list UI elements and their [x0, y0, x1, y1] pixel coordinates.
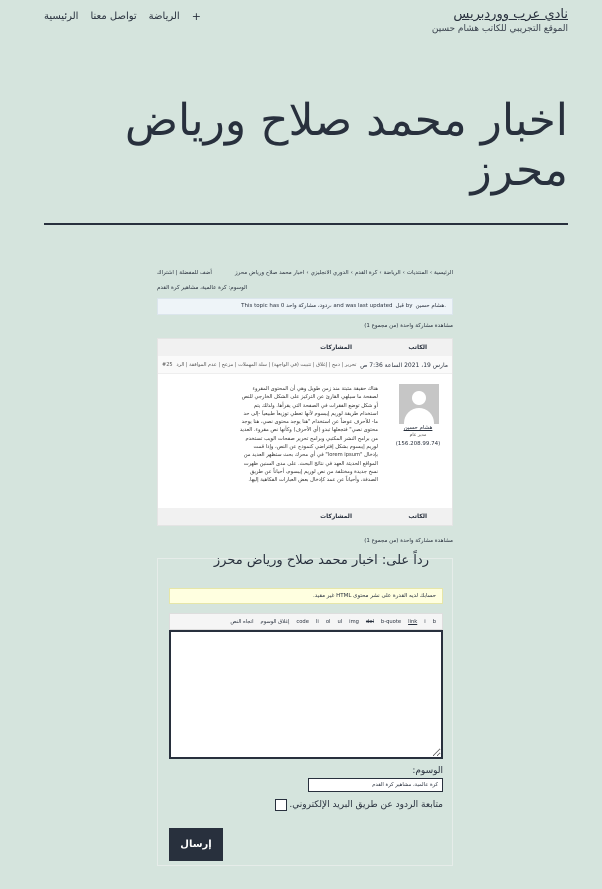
post-author-role: مدير عام [409, 433, 427, 438]
link-button[interactable]: link [408, 619, 418, 625]
favorite-link[interactable]: أضف للمفضلة [179, 270, 212, 276]
avatar[interactable] [399, 384, 439, 424]
post-date: مارس 19، 2021 الساعة 7:36 ص [360, 362, 448, 369]
breadcrumb-separator: › [350, 270, 353, 276]
post-admin-links[interactable]: تحرير | دمج | إغلاق | تثبيت (في الواجهة) | سلة المهملات | مزعج | عدم الموافقة | الرد [176, 362, 357, 368]
reply-title: رداً على: اخبار محمد صلاح ورياض محرز [213, 553, 429, 568]
author-column-header: الكاتب [408, 344, 427, 351]
breadcrumb-forums[interactable]: المنتديات [406, 270, 428, 276]
submit-button[interactable]: إرسال [169, 828, 223, 861]
page-title: اخبار محمد صلاح ورياض محرز [124, 95, 568, 196]
ol-button[interactable]: ol [325, 619, 331, 625]
table-footer [158, 508, 452, 525]
text-direction-button[interactable]: اتجاه النص [230, 619, 254, 625]
viewing-count: مشاهدة مشاركة واحدة (من مجموع 1) [364, 323, 453, 329]
editor-toolbar [169, 613, 443, 630]
breadcrumb-current: اخبار محمد صلاح ورياض محرز [235, 270, 305, 276]
topic-info-box [157, 298, 453, 315]
site-description: الموقع التجريبي للكاتب هشام حسين [431, 24, 568, 34]
reply-tags-input[interactable]: كرة عالمية، مشاهير كرة القدم [308, 778, 443, 792]
notify-label[interactable]: متابعة الردود عن طريق البريد الإلكتروني. [289, 800, 443, 810]
bold-button[interactable]: b [432, 619, 436, 625]
topic-info-author[interactable]: هشام حسين. [415, 303, 446, 309]
breadcrumb-separator: › [429, 270, 433, 276]
topic-table [157, 338, 453, 526]
topic-tags: الوسوم: كرة عالمية، مشاهير كرة القدم [157, 285, 248, 291]
topic-info-ago: قبل by [395, 303, 413, 309]
li-button[interactable]: li [315, 619, 319, 625]
breadcrumb-sports[interactable]: الرياضة [383, 270, 401, 276]
subscribe-link[interactable]: اشتراك [157, 270, 174, 276]
post-meta [158, 356, 452, 374]
posts-column-footer: المشاركات [320, 513, 352, 520]
nav-item-sports[interactable]: الرياضة [148, 11, 180, 22]
breadcrumb [235, 270, 453, 276]
nav-item-contact[interactable]: تواصل معنا [90, 11, 137, 22]
posts-column-header: المشاركات [320, 344, 352, 351]
tag-link[interactable]: مشاهير كرة القدم [157, 285, 199, 291]
notify-row [275, 799, 443, 811]
italic-button[interactable]: i [424, 619, 426, 625]
notify-checkbox[interactable] [275, 799, 287, 811]
breadcrumb-premier-league[interactable]: الدوري الانجليزي [310, 270, 349, 276]
nav-item-home[interactable]: الرئيسية [44, 11, 79, 22]
post-author-ip: (156.208.99.74) [395, 441, 441, 447]
breadcrumb-separator: › [306, 270, 309, 276]
site-title-link[interactable]: نادي عرب ووردبريس [453, 7, 568, 22]
tag-link[interactable]: كرة عالمية [201, 285, 227, 291]
del-button[interactable]: del [365, 619, 374, 625]
reply-textarea[interactable] [169, 630, 443, 759]
submenu-expand-icon[interactable]: + [191, 10, 201, 23]
author-column-footer: الكاتب [408, 513, 427, 520]
actions-divider: | [175, 270, 178, 276]
table-header [158, 339, 452, 356]
blockquote-button[interactable]: b-quote [380, 619, 402, 625]
html-notice: حسابك لديه القدرة على نشر محتوى HTML غير مقيد. [169, 588, 443, 604]
code-button[interactable]: code [296, 619, 309, 625]
post-id-link[interactable]: #25 [162, 362, 173, 368]
primary-nav [44, 10, 203, 23]
topic-actions [157, 270, 212, 276]
reply-tags-label: الوسوم: [412, 766, 443, 776]
post-content: هناك حقيقة مثبتة منذ زمن طويل وهي أن المحتوى المقروء لصفحة ما سيلهي القارئ عن التركيز على الشكل الخارجي للنص أو شكل توضع الفقرات في الصفحة التي يقرأها. ولذلك يتم استخدام طريقة لوريم إيبسوم لأنها تعطي توزيعاَ طبيعياَ -إلى حد ما- للأحرف عوضاً عن استخدام "هنا يوجد محتوى نصي، هنا يوجد محتوى نصي" فتجعلها تبدو (أي الأحرف) وكأنها نص مقروء. العديد من برامح النشر المكتبي وبرامح تحرير صفحات الويب تستخدم لوريم إيبسوم بشكل إفتراضي كنموذج عن النص، وإذا قمت بإدخال "lorem ipsum" في أي محرك بحث ستظهر العديد من المواقع الحديثة العهد في نتائج البحث. على مدى السنين ظهرت نسخ جديدة ومختلفة من نص لوريم إيبسوم، أحياناً عن طريق الصدفة، وأحياناً عن عمد كإدخال بعض العبارات الفكاهية إليها. [239, 386, 378, 484]
ul-button[interactable]: ul [337, 619, 343, 625]
tags-label: الوسوم: [228, 285, 248, 291]
breadcrumb-separator: › [402, 270, 405, 276]
viewing-count-bottom: مشاهدة مشاركة واحدة (من مجموع 1) [364, 538, 453, 544]
topic-info-prefix: This topic has 0 ردود، مشاركة واحد، and was last updated [241, 303, 393, 309]
img-button[interactable]: img [349, 619, 359, 625]
breadcrumb-football[interactable]: كرة القدم [354, 270, 378, 276]
post-author-name[interactable]: هشام حسين [403, 425, 433, 431]
breadcrumb-home[interactable]: الرئيسية [434, 270, 453, 276]
close-tags-button[interactable]: إغلاق الوسوم [260, 619, 290, 625]
title-divider [44, 223, 568, 225]
breadcrumb-separator: › [379, 270, 382, 276]
